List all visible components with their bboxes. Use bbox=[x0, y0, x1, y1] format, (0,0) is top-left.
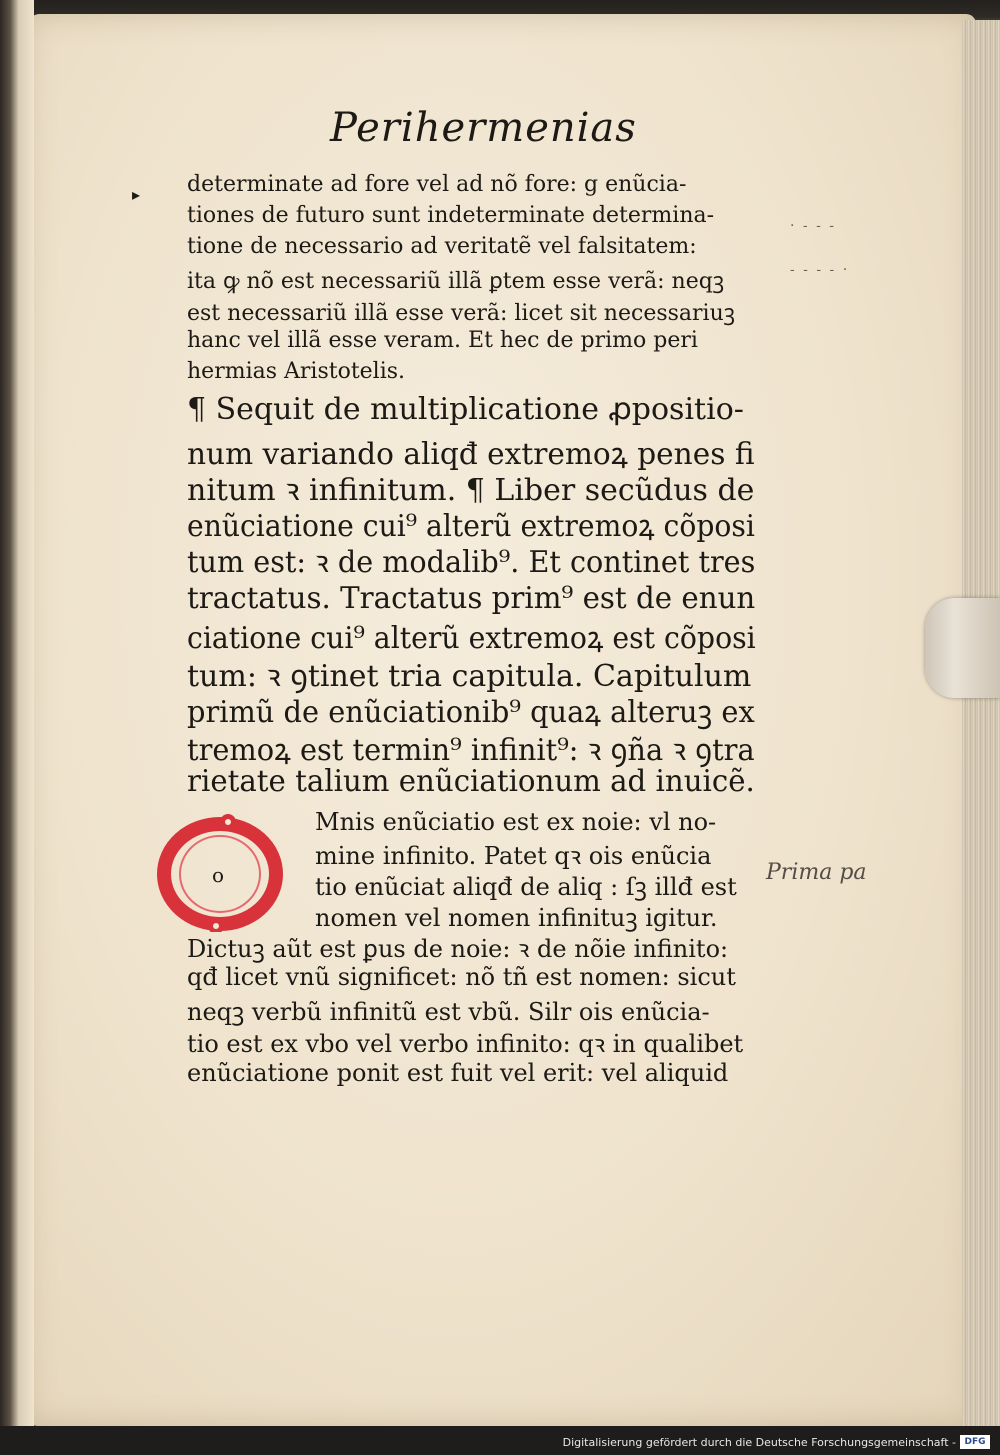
text-line: est necessariũ illã esse verã: licet sit necessariuꝫ bbox=[187, 301, 735, 326]
rubricated-initial-o bbox=[148, 812, 298, 932]
page-clip bbox=[925, 598, 1000, 698]
text-line: hanc vel illã esse veram. Et hec de primo peri bbox=[187, 328, 698, 353]
heading-line: num variando aliqđ extremoꝝ penes fi bbox=[187, 437, 755, 472]
footer-credit: Digitalisierung gefördert durch die Deutsche Forschungsgemeinschaft - bbox=[562, 1436, 956, 1449]
text-line: Dictuꝫ aũt est ꝑus de noie: ꝛ de nõie infinito: bbox=[187, 935, 729, 963]
page-fore-edge bbox=[962, 20, 1000, 1430]
margin-marker-icon: ▸ bbox=[132, 185, 141, 204]
text-line: nomen vel nomen infinituꝫ igitur. bbox=[315, 904, 718, 932]
heading-line: tum est: ꝛ de modalib⁹. Et continet tres bbox=[187, 545, 756, 580]
margin-mark: - - - - · bbox=[790, 262, 850, 278]
heading-line: rietate talium enũciationum ad inuicẽ. bbox=[187, 764, 755, 799]
text-line: ita ꝙ nõ est necessariũ illã ꝑtem esse verã: neqꝫ bbox=[187, 269, 725, 294]
heading-line: enũciatione cui⁹ alterũ extremoꝝ cõposi bbox=[187, 509, 755, 544]
text-line: determinate ad fore vel ad nõ fore: g enũcia- bbox=[187, 172, 687, 197]
heading-line: tremoꝝ est termin⁹ infinit⁹: ꝛ ꝯña ꝛ ꝯtra bbox=[187, 733, 755, 768]
dfg-logo: DFG bbox=[960, 1435, 990, 1449]
text-line: hermias Aristotelis. bbox=[187, 359, 406, 384]
heading-line: nitum ꝛ infinitum. ¶ Liber secũdus de bbox=[187, 473, 755, 508]
text-line: mine infinito. Patet qꝛ ois enũcia bbox=[315, 842, 712, 870]
heading-line: tractatus. Tractatus prim⁹ est de enun bbox=[187, 581, 756, 616]
text-line: Mnis enũciatio est ex noie: vl no- bbox=[315, 808, 717, 836]
text-line: neqꝫ verbũ infinitũ est vbũ. Silr ois enũcia- bbox=[187, 998, 710, 1026]
text-line: tione de necessario ad veritatẽ vel falsitatem: bbox=[187, 234, 697, 259]
heading-line: ciatione cui⁹ alterũ extremoꝝ est cõposi bbox=[187, 621, 756, 656]
heading-line: tum: ꝛ ꝯtinet tria capitula. Capitulum bbox=[187, 659, 752, 694]
heading-line: primũ de enũciationib⁹ quaꝝ alteruꝫ ex bbox=[187, 695, 755, 730]
guide-letter: o bbox=[212, 863, 225, 887]
margin-mark: · - - - bbox=[790, 218, 836, 234]
text-line: qđ licet vnũ significet: nõ tñ est nomen: sicut bbox=[187, 963, 736, 991]
running-head: Perihermenias bbox=[330, 105, 637, 151]
margin-note: Prima pa bbox=[766, 860, 867, 885]
text-line: tio est ex vbo vel verbo infinito: qꝛ in qualibet bbox=[187, 1030, 744, 1058]
heading-line: ¶ Sequit de multiplicatione ꝓpositio- bbox=[187, 392, 744, 427]
text-line: enũciatione ponit est fuit vel erit: vel aliquid bbox=[187, 1059, 729, 1087]
text-line: tiones de futuro sunt indeterminate determina- bbox=[187, 203, 715, 228]
text-line: tio enũciat aliqđ de aliq : ſꝫ illđ est bbox=[315, 873, 737, 901]
book-gutter bbox=[0, 0, 34, 1455]
